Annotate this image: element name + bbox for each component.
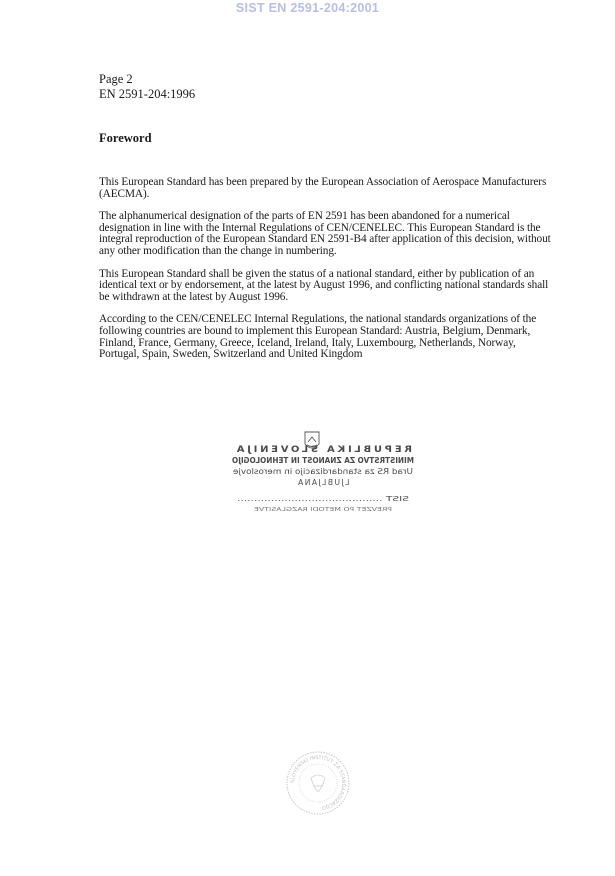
- svg-text:SIST .........................: SIST ...........................................: [237, 495, 409, 503]
- document-id: EN 2591-204:1996: [99, 87, 196, 101]
- paragraph-countries: According to the CEN/CENELEC Internal Regulations, the national standards organizations of the following countries are bound to implement this European Standard: Austria, Belgium, Denmark, Finland, France, Germany, Greece, Iceland, Ireland, Italy, Luxembourg, Netherlands, Norway, Portugal, Spain, Sweden, Switzerland and United Kingdom: [99, 313, 537, 361]
- page-number: Page 2: [99, 72, 133, 86]
- page-header: [99, 72, 195, 102]
- svg-text:MINISTRSTVO ZA ZNANOST IN TEHN: MINISTRSTVO ZA ZNANOST IN TEHNOLOGIJO: [231, 456, 414, 465]
- svg-text:SLOVENSKI INSTITUT ZA STANDARD: SLOVENSKI INSTITUT ZA STANDARDIZACIJO: [289, 754, 347, 811]
- paragraph-designation: The alphanumerical designation of the parts of EN 2591 has been abandoned for a numerical designation in line with the Internal Regulations of CEN/CENELEC. This European Standard is the integral reproduction of the European Standard EN 2591-B4 after application of this decision, without any other modification than the change in numbering.: [99, 210, 551, 257]
- svg-text:LJUBLJANA: LJUBLJANA: [296, 478, 350, 487]
- paragraph-prepared-by: This European Standard has been prepared by the European Association of Aerospace Manufacturers (AECMA).: [99, 176, 547, 200]
- svg-text:Urad RS za standardizacijo in: Urad RS za standardizacijo in meroslovje: [232, 467, 413, 476]
- foreword-heading: Foreword: [99, 131, 152, 145]
- svg-text:REPUBLIKA SLOVENIJA: REPUBLIKA SLOVENIJA: [234, 445, 412, 455]
- mirrored-stamp: [228, 430, 418, 530]
- document-watermark: SIST EN 2591-204:2001: [235, 1, 380, 15]
- embossed-seal: [285, 750, 351, 816]
- paragraph-status: This European Standard shall be given the status of a national standard, either by publication of an identical text or by endorsement, at the latest by August 1996, and conflicting national standards shall be withdrawn at the latest by August 1996.: [99, 267, 549, 303]
- svg-text:PREVZET PO METODI RAZGLASITVE: PREVZET PO METODI RAZGLASITVE: [253, 507, 392, 513]
- foreword-body: [99, 177, 551, 372]
